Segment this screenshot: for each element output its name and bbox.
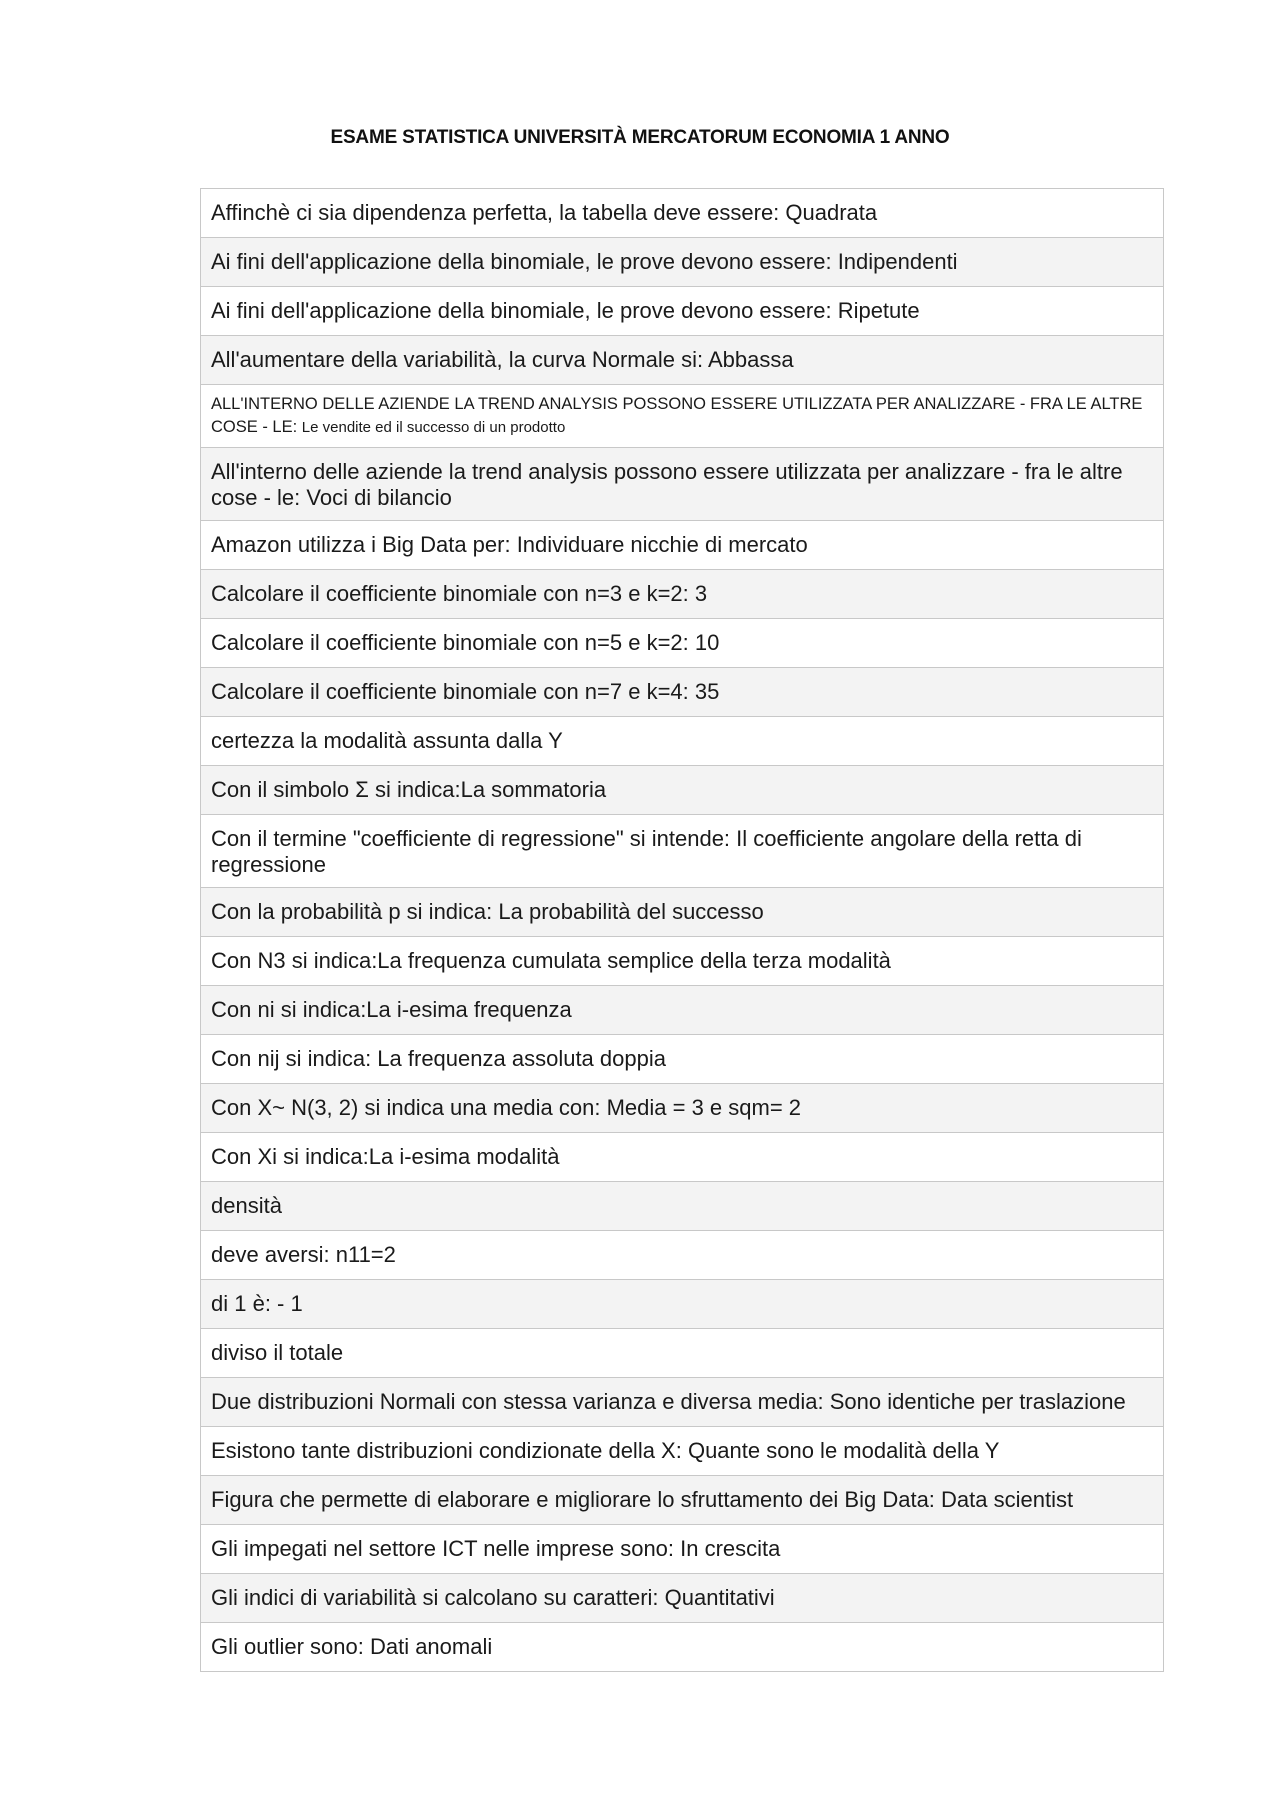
row-text: Ai fini dell'applicazione della binomiale, le prove devono essere: Ripetute bbox=[211, 298, 920, 323]
table-row bbox=[201, 717, 1163, 766]
table-row bbox=[201, 1035, 1163, 1084]
row-text: Con X~ N(3, 2) si indica una media con: Media = 3 e sqm= 2 bbox=[211, 1095, 802, 1120]
row-text: di 1 è: - 1 bbox=[211, 1291, 303, 1316]
table-row bbox=[201, 1084, 1163, 1133]
table-row bbox=[201, 287, 1163, 336]
row-text: All'interno delle aziende la trend analysis possono essere utilizzata per analizzare - fra le altre cose - le: Voci di bilancio bbox=[211, 459, 1123, 510]
table-row bbox=[201, 668, 1163, 717]
page-title: ESAME STATISTICA UNIVERSITÀ MERCATORUM ECONOMIA 1 ANNO bbox=[330, 127, 950, 148]
row-text: Con nij si indica: La frequenza assoluta doppia bbox=[211, 1046, 666, 1071]
row-text: Con il termine "coefficiente di regressione" si intende: Il coefficiente angolare della retta di regressione bbox=[211, 826, 1082, 877]
table-row bbox=[201, 1574, 1163, 1623]
row-text: diviso il totale bbox=[211, 1340, 344, 1365]
row-text: Due distribuzioni Normali con stessa varianza e diversa media: Sono identiche per traslazione bbox=[211, 1389, 1126, 1414]
row-text: Gli outlier sono: Dati anomali bbox=[211, 1634, 493, 1659]
row-answer: Le vendite ed il successo di un prodotto bbox=[301, 419, 566, 436]
row-text: Esistono tante distribuzioni condizionate della X: Quante sono le modalità della Y bbox=[211, 1438, 1000, 1463]
row-text: All'aumentare della variabilità, la curva Normale si: Abbassa bbox=[211, 347, 794, 372]
row-text: ALL'INTERNO DELLE AZIENDE LA TREND ANALYSIS POSSONO ESSERE UTILIZZATA PER ANALIZZARE - FRA LE ALTRE COSE - LE: bbox=[211, 395, 1143, 436]
row-text: Con Xi si indica:La i-esima modalità bbox=[211, 1144, 560, 1169]
row-text: Gli impegati nel settore ICT nelle imprese sono: In crescita bbox=[211, 1536, 781, 1561]
row-text: Con ni si indica:La i-esima frequenza bbox=[211, 997, 572, 1022]
table-row bbox=[201, 619, 1163, 668]
table-row bbox=[201, 1378, 1163, 1427]
table-row bbox=[201, 521, 1163, 570]
table-row bbox=[201, 1280, 1163, 1329]
row-text: Calcolare il coefficiente binomiale con n=5 e k=2: 10 bbox=[211, 630, 720, 655]
table-row bbox=[201, 766, 1163, 815]
row-text: certezza la modalità assunta dalla Y bbox=[211, 728, 563, 753]
row-text: deve aversi: n11=2 bbox=[211, 1242, 396, 1267]
table-row bbox=[201, 937, 1163, 986]
row-text: Affinchè ci sia dipendenza perfetta, la tabella deve essere: Quadrata bbox=[211, 200, 878, 225]
table-row bbox=[201, 1623, 1163, 1672]
row-text: Calcolare il coefficiente binomiale con n=7 e k=4: 35 bbox=[211, 679, 720, 704]
row-text: Con la probabilità p si indica: La probabilità del successo bbox=[211, 899, 764, 924]
table-row bbox=[201, 385, 1163, 448]
table-row bbox=[201, 1525, 1163, 1574]
table-row bbox=[201, 1329, 1163, 1378]
table-row bbox=[201, 238, 1163, 287]
row-text: densità bbox=[211, 1193, 282, 1218]
table-row bbox=[201, 448, 1163, 521]
table-row bbox=[201, 336, 1163, 385]
table-row bbox=[201, 1476, 1163, 1525]
row-text: Gli indici di variabilità si calcolano su caratteri: Quantitativi bbox=[211, 1585, 775, 1610]
row-text: Calcolare il coefficiente binomiale con n=3 e k=2: 3 bbox=[211, 581, 708, 606]
row-text: Con N3 si indica:La frequenza cumulata semplice della terza modalità bbox=[211, 948, 891, 973]
table-row bbox=[201, 1133, 1163, 1182]
table-row bbox=[201, 888, 1163, 937]
row-text: Ai fini dell'applicazione della binomiale, le prove devono essere: Indipendenti bbox=[211, 249, 958, 274]
table-row bbox=[201, 1427, 1163, 1476]
row-text: Figura che permette di elaborare e migliorare lo sfruttamento dei Big Data: Data scientist bbox=[211, 1487, 1074, 1512]
row-text: Amazon utilizza i Big Data per: Individuare nicchie di mercato bbox=[211, 532, 808, 557]
table-row bbox=[201, 986, 1163, 1035]
table-row bbox=[201, 570, 1163, 619]
table-row bbox=[201, 1231, 1163, 1280]
qa-table bbox=[200, 188, 1164, 1672]
table-row bbox=[201, 815, 1163, 888]
table-row bbox=[201, 1182, 1163, 1231]
row-text: Con il simbolo Σ si indica:La sommatoria bbox=[211, 777, 607, 802]
table-row bbox=[201, 189, 1163, 238]
